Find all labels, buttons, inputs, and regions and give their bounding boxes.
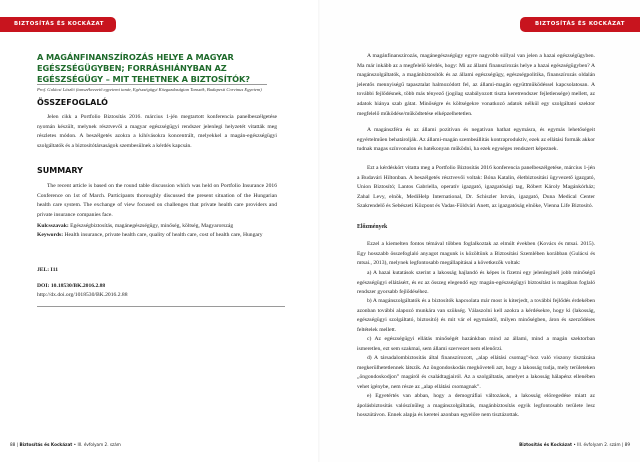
- doi-value: 10.18530/BK.2016.2.88: [50, 283, 106, 289]
- keywords-hu-value: Egészségbiztosítás, magánegészségügy, minőség, költség, Magyarország: [70, 223, 234, 229]
- list-item-c: c) Az egészségügyi ellátás minőségét hazánkban mind az állami, mind a magán szektorban ismeretlen, ezt sem szakmai, sem állami szervezet nem ellenőrzi.: [357, 336, 595, 352]
- section-heading-elozmenyek: Előzmények: [357, 224, 388, 230]
- keywords-en: [37, 231, 277, 241]
- jel-code: [37, 266, 277, 276]
- issue-info: • III. évfolyam 2. szám: [573, 442, 621, 447]
- article-title: A MAGÁNFINANSZÍROZÁS HELYE A MAGYAR EGÉSZSÉGÜGYBEN; FORRÁSHIÁNYBAN AZ EGÉSZSÉGÜGY – MIT TEHETNEK A BIZTOSÍTÓK?: [37, 52, 250, 84]
- summary-en-text: The recent article is based on the round table discussion which was held on Portfolio Insurance 2016 Conference on 1st of March. Participants thoroughly discussed the present situation of the Hungarian health care system. The exchange of view focused on challenges that private health care providers and private insurance companies face.: [37, 183, 277, 218]
- list-item-a: a) A hazai kutatások szerint a lakosság hajlandó és képes is fizetni egy jelenleginél jobb minőségű egészségügyi ellátásért, és ez az összeg elegendő egy magán-egészségügyi biztosítást is magában foglaló rendszer gyorsabb fejlődéséhez.: [357, 270, 595, 296]
- list-item-d: d) A társadalombiztosítás által finanszírozott, „alap ellátási csomag”-hoz való viszony tisztázása megkerülhetetlennek látszik. Az öngondoskodás megköveteli azt, hogy a lakosság tudja, mely területeken „öngondoskodjon” magáról és családtagjairól. Az a szolgáltatás, amelyet a lakosság hálapénz ellenében vehet igénybe, nem része az „alap ellátási csomagnak”.: [357, 355, 595, 390]
- section-tab-right: BIZTOSÍTÁS ÉS KOCKÁZAT: [520, 17, 640, 32]
- title-divider: [37, 84, 267, 85]
- list-item-b: b) A magánszolgáltatók és a biztosítók kapcsolata már most is kiterjedt, a további fejlődés érdekében azonban további alapozó munkára van szükség. Válaszolni kell azokra a kérdésekre, hogy ki (lakosság, egészségügyi szolgáltató, biztosító) és mit vár el egymástól, milyen minőségben, áron és szerződéses feltételek mellett.: [357, 298, 595, 333]
- keywords-en-label: Keywords:: [37, 232, 64, 238]
- summary-en-heading: SUMMARY: [37, 166, 83, 175]
- summary-hu-text: Jelen cikk a Portfolio Biztosítás 2016. március 1-jén megtartott konferencia panelbeszélgetése nyomán készült, melynek résztvevői a magyar egészségügyi rendszer jelenlegi helyzetét vitatták meg részletes módon. A beszélgetés azokra a kihívásokra koncentrált, melyekkel a magán-egészségügyi szolgáltatók és a biztosítótársaságok szembesülnek a kérdés kapcsán.: [37, 114, 277, 149]
- journal-name: Biztosítás és Kockázat: [19, 442, 73, 447]
- footer-separator: |: [16, 442, 19, 447]
- keywords-en-value: Health insurance, private health care, quality of health care, cost of health care, Hungary: [64, 232, 263, 238]
- section-tab-left: BIZTOSÍTÁS ÉS KOCKÁZAT: [0, 17, 116, 32]
- jel-value: I11: [50, 267, 58, 273]
- footer-separator: |: [621, 442, 624, 447]
- list-item-e: e) Egyetértés van abban, hogy a demográfiai változások, a lakosság elöregedése miatt az ápolásbiztosítás valószínűleg a magánszolgáltatás, magánbiztosítás egyik legfontosabb területe lesz hosszútávon. Ennek alapja és keretei azonban egyelőre nem tisztázottak.: [357, 393, 595, 419]
- keywords-hu-label: Kulcsszavak:: [37, 223, 69, 229]
- page-number-right: 89: [624, 442, 630, 447]
- doi-link[interactable]: http://dx.doi.org/1018530/BK.2016.2.88: [37, 292, 128, 298]
- jel-label: JEL:: [37, 267, 50, 273]
- author-line: Prof. Gulácsi László (tanszékvezető egyetemi tanár, Egészségügyi Közgazdaságtan Tanszék, Budapesti Corvinus Egyetem): [37, 87, 262, 92]
- body-paragraph: Ezzel a kiemelten fontos témával többen foglalkoztak az elmúlt években (Kovács és mtsai. 2015). Egy hosszabb összefoglaló anyagot magunk is közöltünk a Biztosítási Szemlében korábban (Gulácsi és mtsai., 2013), melynek legfontosabb megállapításai a következők voltak:: [357, 241, 595, 267]
- journal-name: Biztosítás és Kockázat: [519, 442, 572, 447]
- footer-left: [10, 442, 121, 447]
- doi-label: DOI:: [37, 283, 50, 289]
- body-paragraph: Ezt a kérdéskört vitatta meg a Portfolio Biztosítás 2016 konferencia panelbeszélgetése, március 1-jén a Budavári Hiltonban. A beszélgetés résztvevői voltak: Bóna Katalin, életbiztosítási ügyvezető igazgató, Union Biztosító; Lantos Gabriella, operatív igazgató, igazgatósági tag, Róbert Károly Magánkórház; Zahal Levy, elnök, MediHelp International, Dr. Schiszler István, igazgató, Duna Medical Center Szakrendelő és Sebészeti Központ és Vadas-Földvári Anett, az igazgatóság elnöke, Vienna Life Biztosító.: [357, 165, 595, 210]
- body-paragraph: A magánfinanszírozás, magánegészségügy egyre nagyobb súllyal van jelen a hazai egészségügyben. Ma már inkább az a megfelelő kérdés, hogy: Mi az állami finanszírozás helye a hazai egészségügyben? A magánszolgáltatók, a magánbiztosítók és az állami egészségügy, egészségpolitika, finanszírozás oldalán jelentős mennyiségű tapasztalat halmozódott fel, az állami-magán együttműködéssel kapcsolatosan. A további fejlődésnek, több más tényező (jogilag szabályozott tiszta keretrendszer fejletlensége) mellett, az adatok hiánya szab gátat. Minőségre és költségekre vonatkozó adatok nélkül egy szolgáltató szektor megfelelő működése/működtetése elképzelhetetlen.: [357, 53, 595, 117]
- issue-info: • III. évfolyam 2. szám: [73, 442, 121, 447]
- body-paragraph: A magánszféra és az állami pozitívan és negatívan hathat egymásra, és egymás lehetőségeit egyértelműen behatárolják. Az állami-magán szembeállítás kontraproduktív, ezek az ellátási formák akkor tudnak magas színvonalon és hatékonyan működni, ha ezek egységes rendszert képeznek.: [357, 127, 595, 153]
- summary-hu-heading: ÖSSZEFOGLALÓ: [37, 98, 108, 107]
- footer-right: [519, 442, 630, 447]
- abstract-divider: [37, 306, 285, 307]
- page-number-left: 88: [10, 442, 16, 447]
